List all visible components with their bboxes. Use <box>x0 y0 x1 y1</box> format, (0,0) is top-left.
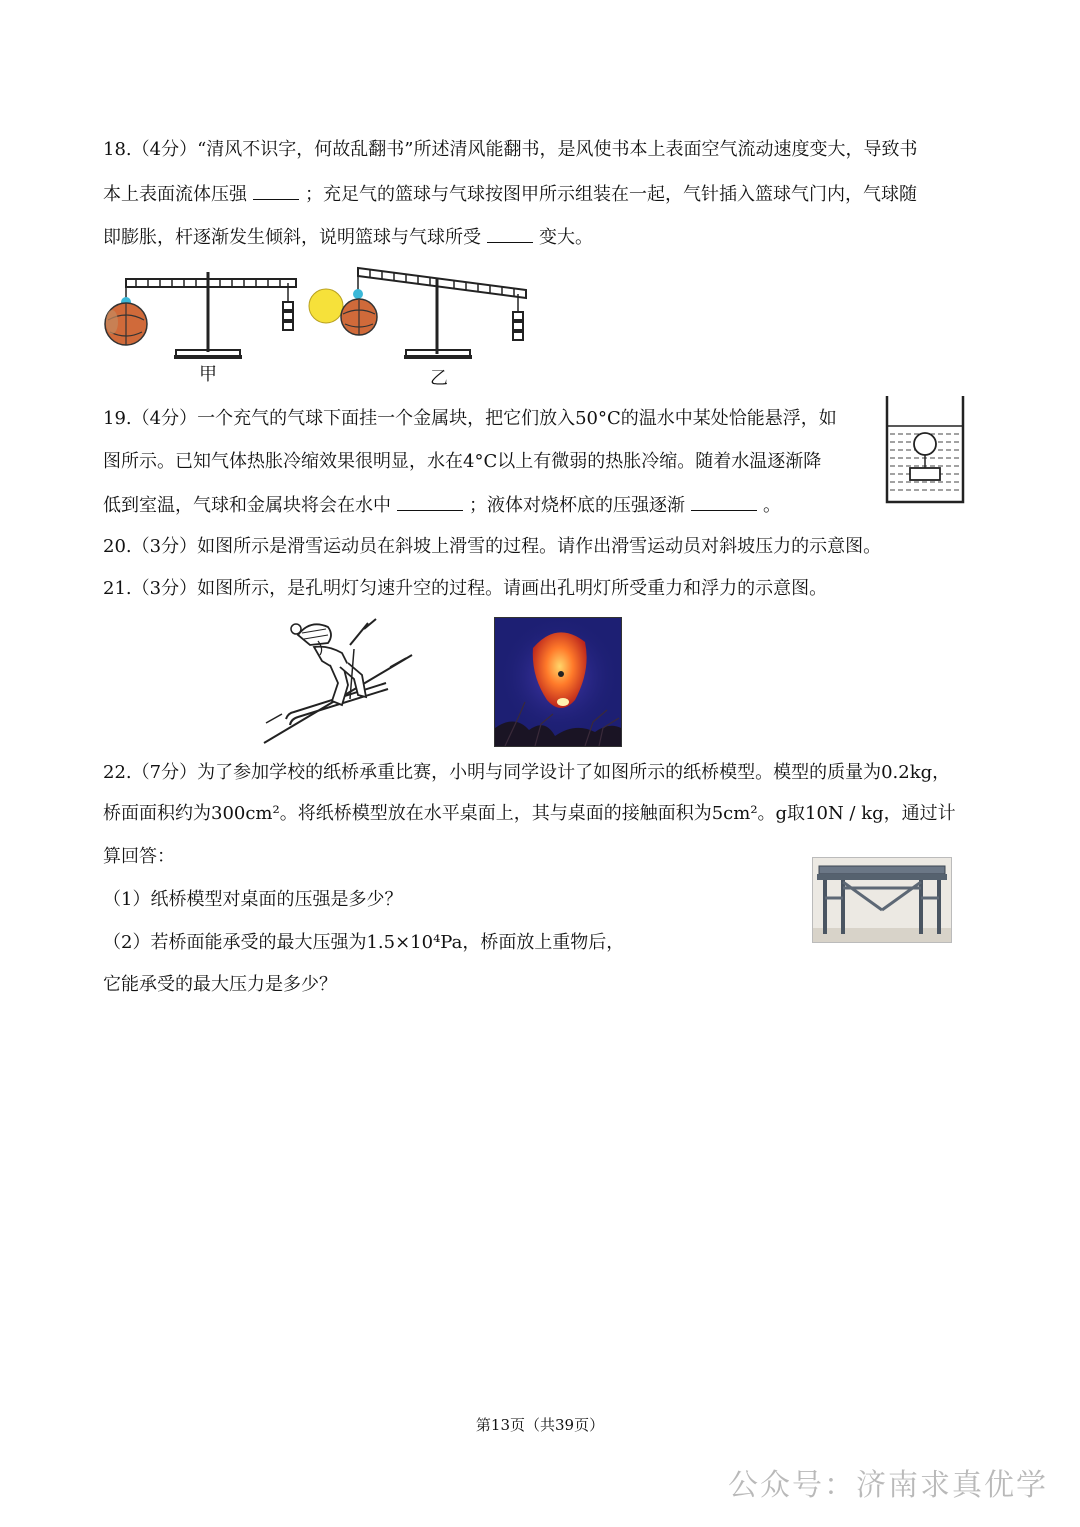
q18-blank-2[interactable] <box>487 224 533 243</box>
fig-label-yi: 乙 <box>430 368 448 389</box>
q22-line-3: 算回答： <box>103 846 175 867</box>
q22-sub-3: 它能承受的最大压力是多少？ <box>103 974 337 995</box>
q19-blank-2[interactable] <box>691 492 757 511</box>
balance-figure <box>100 262 540 387</box>
q18-line-3-text-a: 即膨胀，杆逐渐发生倾斜，说明篮球与气球所受 <box>103 227 481 248</box>
fig-label-jia: 甲 <box>199 364 217 385</box>
q19-line-3-text-a: 低到室温，气球和金属块将会在水中 <box>103 495 391 516</box>
q18-line-2-text-b: ；充足气的篮球与气球按图甲所示组装在一起，气针插入篮球气门内，气球随 <box>305 184 917 205</box>
q19-line-1: 19.（4分）一个充气的气球下面挂一个金属块，把它们放入50°C的温水中某处恰能悬浮，如 <box>103 408 837 429</box>
paper-bridge-drawing <box>813 858 951 942</box>
q19-line-2: 图所示。已知气体热胀冷缩效果很明显，水在4°C以上有微弱的热胀冷缩。随着水温逐渐降 <box>103 451 822 472</box>
sky-lantern-drawing <box>495 618 621 746</box>
q22-sub-2: （2）若桥面能承受的最大压强为1.5×10⁴Pa，桥面放上重物后， <box>103 932 625 953</box>
page-footer: 第13页（共39页） <box>475 1416 605 1434</box>
q22-line-2: 桥面面积约为300cm²。将纸桥模型放在水平桌面上，其与桌面的接触面积为5cm²。g取10N / kg，通过计 <box>103 803 956 824</box>
q19-line-3 <box>103 492 781 518</box>
q19-blank-1[interactable] <box>397 492 463 511</box>
paper-bridge-photo <box>812 857 952 943</box>
q22-line-1: 22.（7分）为了参加学校的纸桥承重比赛，小明与同学设计了如图所示的纸桥模型。模型的质量为0.2kg， <box>103 762 951 783</box>
q21-line-1: 21.（3分）如图所示，是孔明灯匀速升空的过程。请画出孔明灯所受重力和浮力的示意图。 <box>103 578 828 599</box>
q22-sub-1: （1）纸桥模型对桌面的压强是多少？ <box>103 889 403 910</box>
skier-figure <box>258 615 418 747</box>
balance-right <box>309 268 526 359</box>
q18-blank-1[interactable] <box>253 181 299 200</box>
q20-line-1: 20.（3分）如图所示是滑雪运动员在斜坡上滑雪的过程。请作出滑雪运动员对斜坡压力的示意图。 <box>103 536 882 557</box>
q19-line-3-text-b: ；液体对烧杯底的压强逐渐 <box>469 495 685 516</box>
sky-lantern-photo <box>494 617 622 747</box>
q18-line-3-text-b: 变大。 <box>539 227 593 248</box>
watermark: 公众号：济南求真优学 <box>728 1468 1048 1503</box>
q18-line-1: 18.（4分）“清风不识字，何故乱翻书”所述清风能翻书，是风使书本上表面空气流动速度变大，导致书 <box>103 139 918 160</box>
balance-left <box>105 272 296 359</box>
q18-line-2 <box>103 181 917 207</box>
q18-line-3 <box>103 224 593 250</box>
q19-line-3-text-c: 。 <box>763 495 781 516</box>
q18-line-2-text-a: 本上表面流体压强 <box>103 184 247 205</box>
beaker-figure <box>884 394 966 506</box>
